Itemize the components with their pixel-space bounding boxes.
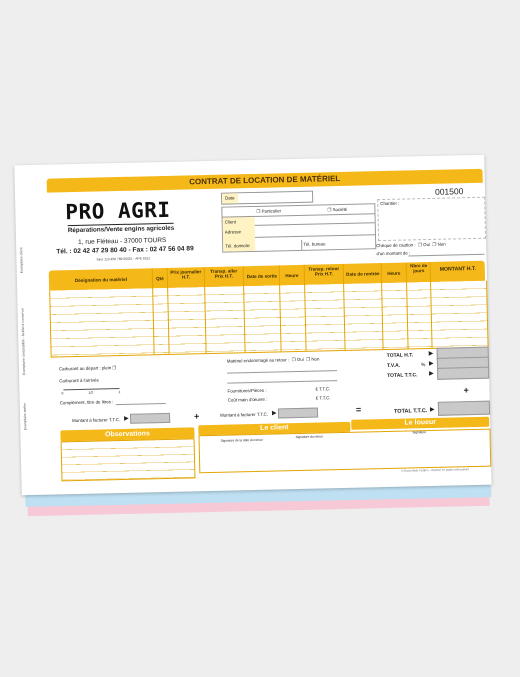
carburant-arrivee-label: Carburant à l'arrivée	[59, 377, 99, 384]
col-nbre-jours: Nbre de jours	[410, 263, 428, 274]
arrow-icon: ▶	[271, 410, 277, 417]
cout-main-ttc: € T.T.C.	[315, 395, 331, 401]
col-date-sortie: Date de sortie	[246, 273, 278, 280]
gauge-mid-label: 1/2	[88, 390, 94, 395]
company-address: 1, rue Fléteau - 37000 TOURS	[78, 236, 167, 246]
fournitures-label: Fournitures/Pièces :	[227, 387, 267, 394]
societe-checkbox[interactable]: ❐ Société	[327, 206, 348, 213]
col-heure-2: Heure	[387, 270, 401, 276]
montant-facturer-mid-label: Montant à facturer T.T.C.	[219, 411, 269, 418]
montant-facturer-mid-field[interactable]	[278, 408, 318, 419]
company-tagline: Réparations/Vente engins agricoles	[67, 224, 175, 235]
tel-domicile-label: Tél. domicile	[225, 243, 250, 249]
col-date-rentree: Date de rentrée	[346, 271, 380, 277]
signature-box[interactable]	[198, 429, 491, 474]
observations-box[interactable]	[61, 438, 196, 481]
arrow-icon: ▶	[428, 350, 434, 358]
date-field-box[interactable]	[221, 191, 313, 205]
le-client-title: Le client	[260, 424, 289, 432]
company-logo: PRO AGRI	[65, 197, 171, 225]
loueur-signature-header	[350, 417, 489, 430]
gauge-left-label: 0	[61, 391, 64, 396]
col-prix-journalier: Prix journalier H.T.	[170, 269, 202, 280]
particulier-checkbox[interactable]: ❐ Particulier	[256, 208, 282, 214]
col-designation: Désignation du matériel	[74, 276, 128, 284]
col-montant-ht: MONTANT H.T.	[439, 265, 476, 273]
side-note-bottom: Exemplaire atelier	[22, 403, 28, 431]
montant-caution-label: d'un montant de :	[376, 250, 411, 257]
form-sheet	[14, 155, 491, 496]
adresse-field[interactable]	[255, 234, 375, 238]
arrow-icon: ▶	[429, 406, 435, 414]
rental-table-body[interactable]	[49, 281, 488, 358]
client-sig-label-2: Signature du retour	[295, 434, 323, 440]
chantier-label: Chantier :	[380, 200, 400, 207]
company-siret: Siret 123 456 789 00001 - APE 5012	[96, 256, 151, 262]
tva-label: T.V.A.	[386, 362, 401, 369]
total-ttc-field[interactable]	[437, 367, 489, 380]
form-title: CONTRAT DE LOCATION DE MATÉRIEL	[189, 173, 341, 187]
equals-sign: =	[355, 404, 362, 415]
chantier-field[interactable]	[377, 197, 486, 241]
client-field[interactable]	[255, 222, 375, 226]
plus-sign-right: +	[463, 385, 469, 396]
total-ttc-label: TOTAL T.T.C.	[387, 372, 418, 379]
gauge-right-label: 1	[118, 390, 121, 395]
arrow-icon: ▶	[428, 360, 434, 368]
form-number: 001500	[434, 186, 464, 197]
date-label-cell	[222, 193, 238, 203]
side-note-middle: Exemplaire comptabilité - feuillet à conserver	[20, 307, 27, 376]
title-bar	[47, 169, 483, 193]
arrow-icon: ▶	[124, 415, 129, 422]
complement-field[interactable]	[116, 403, 166, 405]
le-loueur-title: Le loueur	[404, 418, 437, 427]
total-ht-label: TOTAL H.T.	[386, 352, 414, 359]
arrow-icon: ▶	[429, 370, 434, 378]
footer-credit: © Exacompta / Edipro - Imprimé en papier autocopiant	[401, 467, 469, 473]
col-qte: Qté	[156, 276, 164, 282]
adresse-label: Adresse	[224, 229, 242, 235]
client-label: Client	[224, 219, 236, 225]
col-transp-aller: Transp. aller Prix H.T.	[210, 268, 238, 279]
cout-main-label: Coût main d'œuvre :	[227, 396, 268, 403]
company-phone: Tél. : 02 42 47 29 80 40 - Fax : 02 47 56 04 89	[56, 245, 194, 256]
tel-bureau-label: Tél. bureau	[303, 241, 326, 247]
montant-facturer-left-field[interactable]	[130, 413, 170, 424]
loueur-sig-label: Signature	[412, 430, 427, 435]
side-note-top: Exemplaire client	[19, 247, 24, 274]
col-transp-retour: Transp. retour Prix H.T.	[308, 266, 340, 277]
caution-label: Chèque de caution : ❐ Oui ❐ Non	[376, 241, 446, 249]
client-sig-label-1: Signature de la date du retour	[220, 437, 263, 443]
client-box	[221, 203, 376, 252]
date-label: Date	[225, 195, 235, 201]
final-total-label: TOTAL T.T.C.	[393, 408, 428, 415]
observations-title: Observations	[105, 430, 150, 439]
col-heure-1: Heure	[285, 272, 299, 279]
materiel-endommage[interactable]: Matériel endommagé au retour : ❐ Oui ❐ Non	[226, 356, 320, 364]
final-total-field[interactable]	[438, 401, 490, 416]
tva-percent: %	[420, 362, 426, 369]
fournitures-ttc: € T.T.C.	[315, 386, 331, 392]
montant-caution-field[interactable]	[408, 254, 484, 257]
complement-label: Complément, titre de litres :	[59, 399, 114, 406]
carburant-depart[interactable]: Carburant au départ : plein ❐	[58, 365, 117, 372]
montant-facturer-left-label: Montant à facturer T.T.C.	[72, 417, 121, 424]
plus-sign-left: +	[193, 411, 200, 422]
